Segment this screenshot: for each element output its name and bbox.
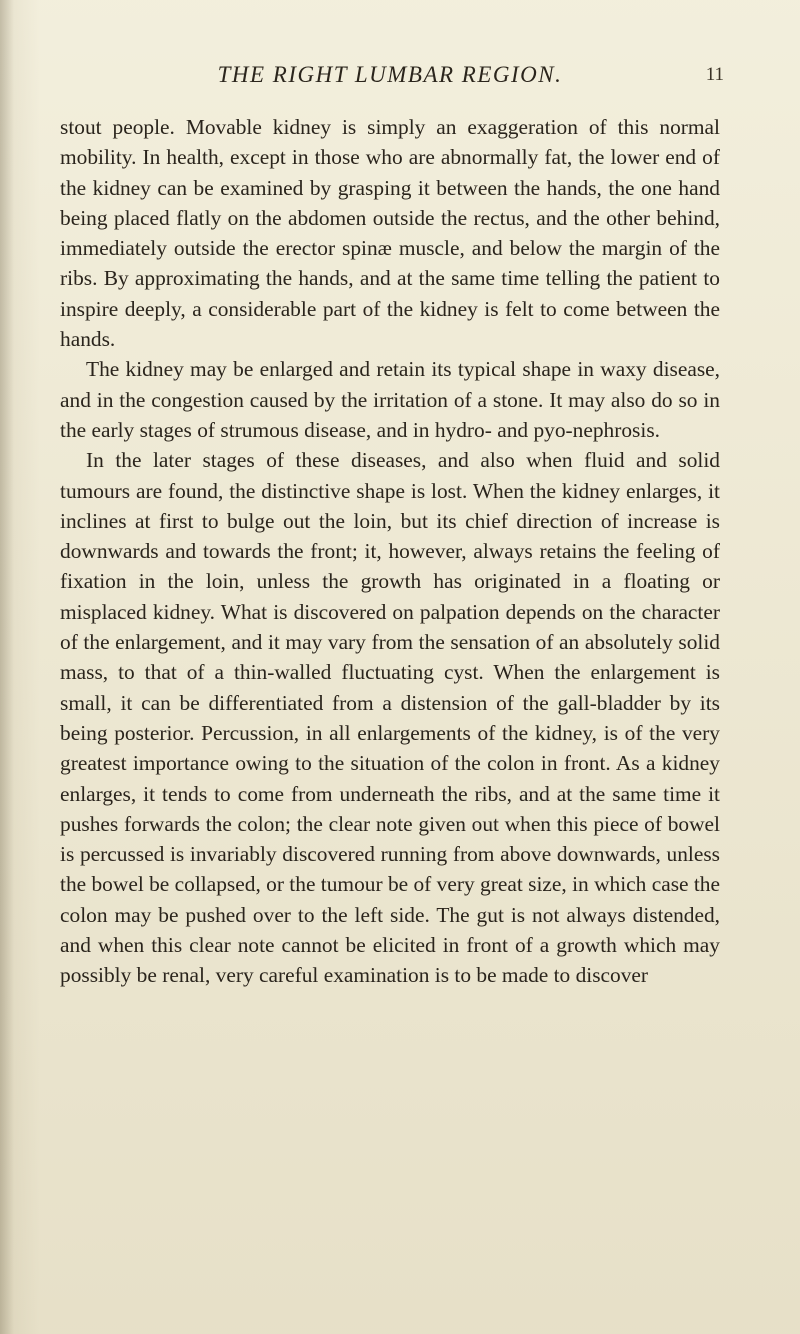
paragraph: The kidney may be enlarged and retain its typical shape in waxy disease, and in the congestion caused by the irritation of a stone. It may also do so in the early stages of strumous disease, and in hydro- and pyo-nephrosis. [60, 357, 720, 442]
paragraph: In the later stages of these diseases, and also when fluid and solid tumours are found, the distinctive shape is lost. When the kidney enlarges, it inclines at first to bulge out the loin, but its chief direction of increase is downwards and towards the front; it, however, always retains the feeling of fixation in the loin, unless the growth has originated in a floating or misplaced kidney. What is discovered on palpation depends on the character of the enlargement, and it may vary from the sensation of an absolutely solid mass, to that of a thin-walled fluctuating cyst. When the enlargement is small, it can be differentiated from a distension of the gall-bladder by its being posterior. Percussion, in all enlargements of the kidney, is of the very greatest importance owing to the situation of the colon in front. As a kidney enlarges, it tends to come from underneath the ribs, and at the same time it pushes forwards the colon; the clear note given out when this piece of bowel is percussed is invariably discovered running from above downwards, unless the bowel be collapsed, or the tumour be of very great size, in which case the colon may be pushed over to the left side. The gut is not always distended, and when this clear note cannot be elicited in front of a growth which may possibly be renal, very careful examination is to be made to discover [60, 448, 720, 988]
page-number: 11 [705, 64, 724, 85]
body-text [60, 112, 720, 991]
page-header [60, 62, 724, 92]
page-gutter-shadow [0, 0, 14, 1334]
running-head: THE RIGHT LUMBAR REGION. [217, 62, 563, 87]
paragraph-continued: stout people. Movable kidney is simply an exaggeration of this normal mobility. In health, except in those who are abnormally fat, the lower end of the kidney can be examined by grasping it between the hands, the one hand being placed flatly on the abdomen outside the rectus, and the other behind, immediately outside the erector spinæ muscle, and below the margin of the ribs. By approximating the hands, and at the same time telling the patient to inspire deeply, a considerable part of the kidney is felt to come between the hands. [60, 115, 720, 352]
